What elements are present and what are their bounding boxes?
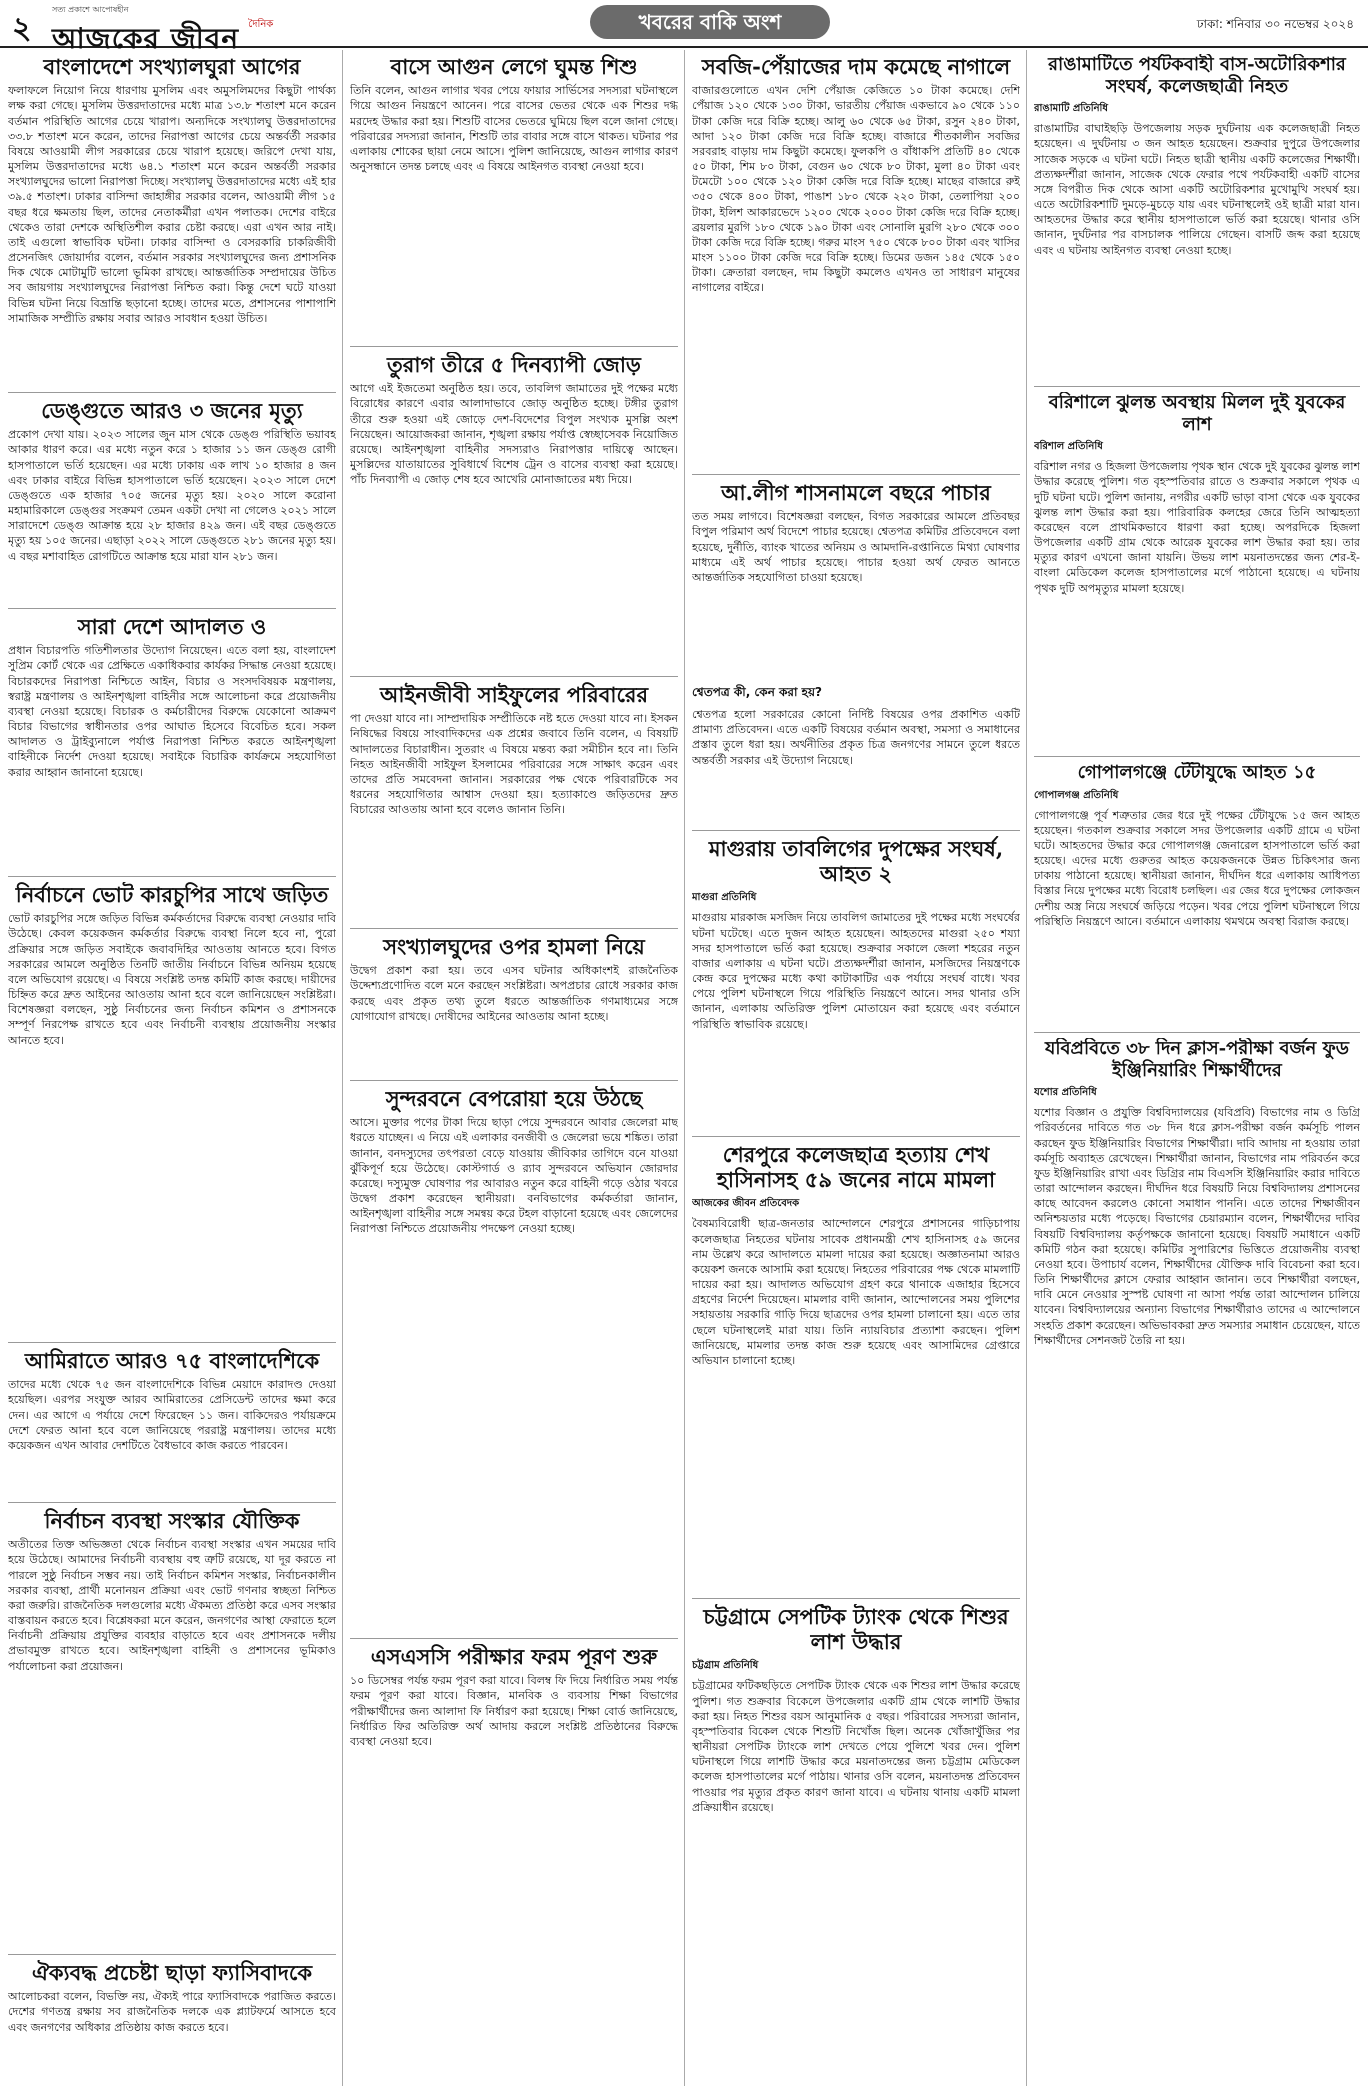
- headline: ঐক্যবদ্ধ প্রচেষ্টা ছাড়া ফ্যাসিবাদকে: [31, 1960, 313, 1985]
- article-body: ১০ ডিসেম্বর পর্যন্ত ফরম পূরণ করা যাবে। বিলম্ব ফি দিয়ে নির্ধারিত সময় পর্যন্ত ফরম পূরণ করা যাবে। বিজ্ঞান, মানবিক ও ব্যবসায় শিক্ষা বিভাগের পরীক্ষার্থীদের জন্য আলাদা ফি নির্ধারণ করা হয়েছে। শিক্ষা বোর্ড জানিয়েছে, নির্ধারিত ফির অতিরিক্ত অর্থ আদায় করলে সংশ্লিষ্ট প্রতিষ্ঠানের বিরুদ্ধে ব্যবস্থা নেওয়া হবে।: [350, 1674, 678, 1748]
- headline: এসএসসি পরীক্ষার ফরম পূরণ শুরু: [370, 1644, 658, 1669]
- masthead: [0, 0, 1368, 55]
- headline: ডেঙ্গুতে আরও ৩ জনের মৃত্যু: [41, 398, 303, 423]
- column-rule: [342, 50, 343, 2086]
- article-gopalganj-clash: [1034, 762, 1360, 1033]
- byline: মাগুরা প্রতিনিধি: [692, 892, 757, 904]
- article-barishal-bodies: [1034, 392, 1360, 757]
- headline: সারা দেশে আদালত ও: [77, 614, 267, 639]
- article-body: আসে। মুক্তার পণের টাকা দিয়ে ছাড়া পেয়ে সুন্দরবনে আবার জেলেরা মাছ ধরতে যাচ্ছেন। এ নিয়ে এই এলাকার বনজীবী ও জেলেরা ভয়ে শঙ্কিত। তারা জানান, বনদস্যুদের তৎপরতা বেড়ে যাওয়ায় জীবিকার তাগিদে বনে যাওয়া ঝুঁকিপূর্ণ হয়ে উঠেছে। কোস্টগার্ড ও র‍্যাব সুন্দরবনে অভিযান জোরদার করেছে। দস্যুমুক্ত ঘোষণার পর আবারও নতুন করে বাহিনী গড়ে ওঠার খবরে উদ্বেগ প্রকাশ করেছেন স্থানীয়রা। বনবিভাগের কর্মকর্তারা জানান, আইনশৃঙ্খলা বাহিনীর সঙ্গে সমন্বয় করে টহল বাড়ানো হয়েছে এবং জেলেদের নিরাপত্তা নিশ্চিতে প্রয়োজনীয় পদক্ষেপ নেওয়া হচ্ছে।: [350, 1116, 678, 1236]
- brand-tagline: সত্য প্রকাশে আপোষহীন: [52, 5, 129, 14]
- article-minorities: [8, 54, 336, 393]
- page-number: ২: [12, 11, 32, 46]
- article-ssc-form: [350, 1644, 678, 2086]
- column-rule: [684, 50, 685, 2086]
- headline: যবিপ্রবিতে ৩৮ দিন ক্লাস-পরীক্ষা বর্জন ফুড ইঞ্জিনিয়ারিং শিক্ষার্থীদের: [1045, 1038, 1349, 1081]
- section-label: খবরের বাকি অংশ: [590, 5, 830, 39]
- byline: আজকের জীবন প্রতিবেদক: [692, 1198, 800, 1210]
- article-minority-attacks: [350, 934, 678, 1081]
- article-vote-rigging: [8, 882, 336, 1343]
- article-body: পা দেওয়া যাবে না। সাম্প্রদায়িক সম্প্রীতিকে নষ্ট হতে দেওয়া যাবে না। ইসকন নিষিদ্ধের বিষয়ে সাংবাদিকদের এক প্রশ্নের জবাবে তিনি বলেন, এ বিষয়টি আদালতের বিচারাধীন। সুতরাং এ বিষয়ে মন্তব্য করা সমীচীন হবে না। তিনি নিহত আইনজীবী সাইফুল ইসলামের পরিবারের সঙ্গে সাক্ষাৎ করেন এবং তাদের প্রতি সমবেদনা জানান। সরকারের পক্ষ থেকে পরিবারটিকে সব ধরনের সহযোগিতার আশ্বাস দেওয়া হয়। হত্যাকাণ্ডে জড়িতদের দ্রুত বিচারের আওতায় আনা হবে বলেও জানান তিনি।: [350, 712, 678, 817]
- headline: চট্টগ্রামে সেপটিক ট্যাংক থেকে শিশুর লাশ উদ্ধার: [703, 1604, 1009, 1655]
- article-body: তিনি বলেন, আগুন লাগার খবর পেয়ে ফায়ার সার্ভিসের সদস্যরা ঘটনাস্থলে গিয়ে আগুন নিয়ন্ত্রণে আনেন। পরে বাসের ভেতর থেকে এক শিশুর দগ্ধ মরদেহ উদ্ধার করা হয়। শিশুটি বাসের ভেতরে ঘুমিয়ে ছিল বলে জানা গেছে। পরিবারের সদস্যরা জানান, শিশুটি তার বাবার সঙ্গে বাসে থাকত। ঘটনার পর এলাকায় শোকের ছায়া নেমে আসে। পুলিশ জানিয়েছে, আগুন লাগার কারণ অনুসন্ধানে তদন্ত চলছে এবং এ বিষয়ে আইনগত ব্যবস্থা নেওয়া হবে।: [350, 84, 678, 174]
- headline: বরিশালে ঝুলন্ত অবস্থায় মিলল দুই যুবকের লাশ: [1048, 392, 1346, 435]
- headline: নির্বাচন ব্যবস্থা সংস্কার যৌক্তিক: [44, 1508, 300, 1533]
- article-vegetable-prices: [692, 54, 1020, 475]
- article-body: রাঙামাটির বাঘাইছড়ি উপজেলায় সড়ক দুর্ঘটনায় এক কলেজছাত্রী নিহত হয়েছেন। এ দুর্ঘটনায় ৩ জন আহত হয়েছেন। শুক্রবার দুপুরে উপজেলার সাজেক সড়কে এ ঘটনা ঘটে। নিহত ছাত্রী স্থানীয় একটি কলেজের শিক্ষার্থী। প্রত্যক্ষদর্শীরা জানান, সাজেক থেকে ফেরার পথে পর্যটকবাহী একটি বাসের সঙ্গে বিপরীত দিক থেকে আসা একটি অটোরিকশার মুখোমুখি সংঘর্ষ হয়। এতে অটোরিকশাটি দুমড়ে-মুচড়ে যায় এবং ঘটনাস্থলেই ওই ছাত্রী মারা যান। আহতদের উদ্ধার করে স্থানীয় হাসপাতালে ভর্তি করা হয়েছে। থানার ওসি জানান, দুর্ঘটনার পর বাসচালক পালিয়ে গেছেন। বাসটি জব্দ করা হয়েছে এবং এ ঘটনায় আইনগত ব্যবস্থা নেওয়া হচ্ছে।: [1034, 122, 1360, 257]
- article-body: প্রধান বিচারপতি গতিশীলতার উদ্যোগ নিয়েছেন। এতে বলা হয়, বাংলাদেশ সুপ্রিম কোর্ট থেকে এর প্রেক্ষিতে একাধিকবার কার্যকর সিদ্ধান্ত নেওয়া হয়েছে। বিচারকদের নিরাপত্তা নিশ্চিতে আইন, বিচার ও সংসদবিষয়ক মন্ত্রণালয়, স্বরাষ্ট্র মন্ত্রণালয় ও আইনশৃঙ্খলা বাহিনীর সঙ্গে আলোচনা করে প্রয়োজনীয় ব্যবস্থা নেওয়া হয়েছে। বিচারক ও কর্মচারীদের বিরুদ্ধে যেকোনো আক্রমণ বিচার বিভাগের স্বাধীনতার ওপর আঘাত হিসেবে বিবেচিত হবে। সকল আদালত ও ট্রাইব্যুনালে পর্যাপ্ত নিরাপত্তা নিশ্চিত করতে আইনশৃঙ্খলা বাহিনীকে নির্দেশ দেওয়া হয়েছে। সবাইকে বিচারিক কার্যক্রমে সহযোগিতা করার আহ্বান জানানো হয়েছে।: [8, 644, 336, 779]
- headline: আমিরাতে আরও ৭৫ বাংলাদেশিকে: [24, 1348, 320, 1373]
- article-body: বৈষম্যবিরোধী ছাত্র-জনতার আন্দোলনে শেরপুরে প্রশাসনের গাড়িচাপায় কলেজছাত্র নিহতের ঘটনায় সাবেক প্রধানমন্ত্রী শেখ হাসিনাসহ ৫৯ জনের নাম উল্লেখ করে আদালতে মামলা দায়ের করা হয়েছে। অজ্ঞাতনামা আরও কয়েকশ জনকে আসামি করা হয়েছে। নিহতের পরিবারের পক্ষ থেকে মামলাটি দায়ের করা হয়। আদালত অভিযোগ গ্রহণ করে থানাকে এজাহার হিসেবে গ্রহণের নির্দেশ দিয়েছেন। মামলার বাদী জানান, আন্দোলনের সময় পুলিশের সহায়তায় সরকারি গাড়ি দিয়ে ছাত্রদের ওপর হামলা চালানো হয়। এতে তার ছেলে ঘটনাস্থলেই মারা যায়। তিনি ন্যায়বিচার প্রত্যাশা করছেন। পুলিশ জানিয়েছে, মামলার তদন্ত কাজ শুরু হয়েছে এবং আসামিদের গ্রেপ্তারে অভিযান চালানো হচ্ছে।: [692, 1217, 1020, 1367]
- article-courts: [8, 614, 336, 877]
- byline: যশোর প্রতিনিধি: [1034, 1087, 1097, 1099]
- headline: সুন্দরবনে বেপরোয়া হয়ে উঠছে: [385, 1086, 643, 1111]
- article-saiful-family: [350, 682, 678, 929]
- article-body: প্রকোপ দেখা যায়। ২০২৩ সালের জুন মাস থেকে ডেঙ্গু পরিস্থিতি ভয়াবহ আকার ধারণ করে। এর মধ্যে নতুন করে ১ হাজার ১১ জন ডেঙ্গু রোগী হাসপাতালে ভর্তি হয়েছেন। এর মধ্যে ঢাকায় এক লাখ ১০ হাজার ৪ জন এবং ঢাকার বাইরে বিভিন্ন হাসপাতালে ভর্তি হয়েছেন। ২০২৩ সালে দেশে ডেঙ্গুতে এক হাজার ৭০৫ জনের মৃত্যু হয়। ২০২০ সালে করোনা মহামারিকালে ডেঙ্গুর সংক্রমণ তেমন একটা দেখা না গেলেও ২০২১ সালে সারাদেশে ডেঙ্গু আক্রান্ত হয়ে ২৮ হাজার ৪২৯ জন। এই বছর ডেঙ্গুতে মৃত্যু হয় ১০৫ জনের। এছাড়া ২০২২ সালে ডেঙ্গুতে ২৮১ জনের মৃত্যু হয়। এ বছর মশাবাহিত রোগটিতে আক্রান্ত হয়ে মারা যান ২৮১ জন।: [8, 428, 336, 563]
- headline: শেরপুরে কলেজছাত্র হত্যায় শেখ হাসিনাসহ ৫৯ জনের নামে মামলা: [716, 1142, 996, 1193]
- byline: বরিশাল প্রতিনিধি: [1034, 441, 1103, 453]
- headline: মাগুরায় তাবলিগের দুপক্ষের সংঘর্ষ, আহত ২: [708, 836, 1004, 887]
- article-body: আগে এই ইজতেমা অনুষ্ঠিত হয়। তবে, তাবলিগ জামাতের দুই পক্ষের মধ্যে বিরোধের কারণে এবার আলাদাভাবে জোড় অনুষ্ঠিত হচ্ছে। টঙ্গীর তুরাগ তীরে শুরু হওয়া এই জোড়ে দেশ-বিদেশের বিপুল সংখ্যক মুসল্লি অংশ নিয়েছেন। আয়োজকরা জানান, শৃঙ্খলা রক্ষায় পর্যাপ্ত স্বেচ্ছাসেবক নিয়োজিত রয়েছে। আইনশৃঙ্খলা বাহিনীর সদস্যরাও নিরাপত্তার দায়িত্বে আছেন। মুসল্লিদের যাতায়াতের সুবিধার্থে বিশেষ ট্রেন ও বাসের ব্যবস্থা করা হয়েছে। পাঁচ দিনব্যাপী এ জোড় শেষ হবে আখেরি মোনাজাতের মধ্য দিয়ে।: [350, 382, 678, 487]
- article-body: মাগুরায় মারকাজ মসজিদ নিয়ে তাবলিগ জামাতের দুই পক্ষের মধ্যে সংঘর্ষের ঘটনা ঘটেছে। এতে দুজন আহত হয়েছেন। আহতদের মাগুরা ২৫০ শয্যা সদর হাসপাতালে ভর্তি করা হয়েছে। শুক্রবার সকালে জেলা শহরের নতুন বাজার এলাকায় এ ঘটনা ঘটে। প্রত্যক্ষদর্শীরা জানান, মসজিদের নিয়ন্ত্রণকে কেন্দ্র করে দুপক্ষের মধ্যে কথা কাটাকাটির এক পর্যায়ে সংঘর্ষ বাধে। খবর পেয়ে পুলিশ ঘটনাস্থলে গিয়ে পরিস্থিতি নিয়ন্ত্রণে আনে। সদর থানার ওসি জানান, এলাকায় অতিরিক্ত পুলিশ মোতায়েন করা হয়েছে এবং বর্তমানে পরিস্থিতি স্বাভাবিক রয়েছে।: [692, 911, 1020, 1031]
- byline: গোপালগঞ্জ প্রতিনিধি: [1034, 789, 1119, 801]
- article-body: বাজারগুলোতে এখন দেশি পেঁয়াজ কেজিতে ১০ টাকা কমেছে। দেশি পেঁয়াজ ১২০ থেকে ১৩০ টাকা, ভারতীয় পেঁয়াজ একভাবে ৯০ থেকে ১১০ টাকা কেজি দরে বিক্রি হচ্ছে। আলু ৬০ থেকে ৬৫ টাকা, রসুন ২৪০ টাকা, আদা ১২০ টাকা কেজি দরে বিক্রি হচ্ছে। বাজারে শীতকালীন সবজির সরবরাহ বাড়ায় দাম কিছুটা কমেছে। ফুলকপি ও বাঁধাকপি প্রতিটি ৪০ থেকে ৫০ টাকা, শিম ৮০ টাকা, বেগুন ৬০ থেকে ৮০ টাকা, মুলা ৪০ টাকা এবং টমেটো ১০০ থেকে ১২০ টাকা কেজি দরে বিক্রি হচ্ছে। মাছের বাজারে রুই ৩৫০ থেকে ৪০০ টাকা, পাঙাশ ১৮০ থেকে ২২০ টাকা, তেলাপিয়া ২০০ টাকা, ইলিশ আকারভেদে ১২০০ থেকে ২০০০ টাকা কেজি দরে বিক্রি হচ্ছে। ব্রয়লার মুরগি ১৮০ থেকে ১৯০ টাকা এবং সোনালি মুরগি ২৮০ থেকে ৩০০ টাকা কেজি দরে বিক্রি হচ্ছে। গরুর মাংস ৭৫০ থেকে ৮০০ টাকা এবং খাসির মাংস ১১০০ টাকা কেজি দরে বিক্রি হচ্ছে। ডিমের ডজন ১৪৫ থেকে ১৫০ টাকা। ক্রেতারা বলছেন, দাম কিছুটা কমলেও এখনও তা সাধারণ মানুষের নাগালের বাইরে।: [692, 84, 1020, 295]
- article-body: বরিশাল নগর ও হিজলা উপজেলায় পৃথক স্থান থেকে দুই যুবকের ঝুলন্ত লাশ উদ্ধার করেছে পুলিশ। গত বৃহস্পতিবার রাতে ও শুক্রবার সকালে পৃথক এ দুটি ঘটনা ঘটে। পুলিশ জানায়, নগরীর একটি ভাড়া বাসা থেকে এক যুবকের ঝুলন্ত লাশ উদ্ধার করা হয়। পারিবারিক কলহের জেরে তিনি আত্মহত্যা করেছেন বলে প্রাথমিকভাবে ধারণা করা হচ্ছে। অপরদিকে হিজলা উপজেলার একটি গ্রাম থেকে আরেক যুবকের লাশ উদ্ধার করা হয়। তার মৃত্যুর কারণ এখনো জানা যায়নি। উভয় লাশ ময়নাতদন্তের জন্য শের-ই-বাংলা মেডিকেল কলেজ হাসপাতালের মর্গে পাঠানো হয়েছে। এ ঘটনায় পৃথক দুটি অপমৃত্যুর মামলা হয়েছে।: [1034, 460, 1360, 595]
- article-money-laundering: [692, 480, 1020, 680]
- brand-name: আজকের জীবন: [52, 22, 240, 55]
- article-body: ভোট কারচুপির সঙ্গে জড়িত বিভিন্ন কর্মকর্তাদের বিরুদ্ধে ব্যবস্থা নেওয়ার দাবি উঠেছে। কেবল কয়েকজন কর্মকর্তার বিরুদ্ধে ব্যবস্থা নিলে হবে না, পুরো প্রক্রিয়ার সঙ্গে জড়িত সবাইকে জবাবদিহির আওতায় আনতে হবে। বিগত সরকারের আমলে অনুষ্ঠিত তিনটি জাতীয় নির্বাচনে বিভিন্ন অনিয়ম হয়েছে বলে অভিযোগ রয়েছে। এ বিষয়ে সংশ্লিষ্ট তদন্ত কমিটি কাজ করছে। দায়ীদের চিহ্নিত করে দ্রুত আইনের আওতায় আনা হবে বলে জানিয়েছেন সংশ্লিষ্টরা। বিশেষজ্ঞরা বলছেন, সুষ্ঠু নির্বাচনের জন্য নির্বাচন কমিশন ও প্রশাসনকে সম্পূর্ণ নিরপেক্ষ রাখতে হবে এবং নির্বাচনী ব্যবস্থায় প্রয়োজনীয় সংস্কার আনতে হবে।: [8, 912, 336, 1047]
- article-dengue: [8, 398, 336, 609]
- subheading: শ্বেতপত্র কী, কেন করা হয়?: [692, 685, 823, 699]
- article-ctg-septic-tank: [692, 1604, 1020, 2086]
- article-body: চট্টগ্রামের ফটিকছড়িতে সেপটিক ট্যাংক থেকে এক শিশুর লাশ উদ্ধার করেছে পুলিশ। গত শুক্রবার বিকেলে উপজেলার একটি গ্রাম থেকে লাশটি উদ্ধার করা হয়। নিহত শিশুর বয়স আনুমানিক ৫ বছর। পরিবারের সদস্যরা জানান, বৃহস্পতিবার বিকেল থেকে শিশুটি নিখোঁজ ছিল। অনেক খোঁজাখুঁজির পর স্থানীয়রা সেপটিক ট্যাংকে লাশ দেখতে পেয়ে পুলিশে খবর দেন। পুলিশ ঘটনাস্থলে গিয়ে লাশটি উদ্ধার করে ময়নাতদন্তের জন্য চট্টগ্রাম মেডিকেল কলেজ হাসপাতালের মর্গে পাঠায়। থানার ওসি বলেন, ময়নাতদন্ত প্রতিবেদন পাওয়ার পর মৃত্যুর প্রকৃত কারণ জানা যাবে। এ ঘটনায় থানায় একটি মামলা প্রক্রিয়াধীন রয়েছে।: [692, 1679, 1020, 1814]
- headline: নির্বাচনে ভোট কারচুপির সাথে জড়িত: [15, 882, 329, 907]
- byline: রাঙামাটি প্রতিনিধি: [1034, 103, 1109, 115]
- article-just-boycott: [1034, 1038, 1360, 2086]
- article-sherpur-case: [692, 1142, 1020, 1599]
- article-body: অতীতের তিক্ত অভিজ্ঞতা থেকে নির্বাচন ব্যবস্থা সংস্কার এখন সময়ের দাবি হয়ে উঠেছে। আমাদের নির্বাচনী ব্যবস্থায় বহু ত্রুটি রয়েছে, যা দূর করতে না পারলে সুষ্ঠু নির্বাচন সম্ভব নয়। তাই নির্বাচন কমিশন সংস্কার, নির্বাচনকালীন সরকার ব্যবস্থা, প্রার্থী মনোনয়ন প্রক্রিয়া এবং ভোট গণনার স্বচ্ছতা নিশ্চিত করা জরুরি। রাজনৈতিক দলগুলোর মধ্যে ঐকমত্য প্রতিষ্ঠা করে এসব সংস্কার বাস্তবায়ন করতে হবে। বিশ্লেষকরা মনে করেন, জনগণের আস্থা ফেরাতে হলে নির্বাচনী প্রক্রিয়ায় প্রযুক্তির ব্যবহার বাড়াতে হবে এবং প্রশাসনকে দলীয় প্রভাবমুক্ত রাখতে হবে। আইনশৃঙ্খলা বাহিনী ও প্রশাসনের ভূমিকাও পর্যালোচনা করা প্রয়োজন।: [8, 1538, 336, 1673]
- article-uae: [8, 1348, 336, 1503]
- headline: তুরাগ তীরে ৫ দিনব্যাপী জোড়: [387, 352, 641, 377]
- article-body: উদ্বেগ প্রকাশ করা হয়। তবে এসব ঘটনার অধিকাংশই রাজনৈতিক উদ্দেশ্যপ্রণোদিত বলে মনে করছেন সংশ্লিষ্টরা। অপপ্রচার রোধে সরকার কাজ করছে এবং প্রকৃত তথ্য তুলে ধরতে আন্তর্জাতিক গণমাধ্যমের সঙ্গে যোগাযোগ রাখছে। দোষীদের আইনের আওতায় আনা হচ্ছে।: [350, 964, 678, 1023]
- article-body: আলোচকরা বলেন, বিভক্তি নয়, ঐক্যই পারে ফ্যাসিবাদকে পরাজিত করতে। দেশের গণতন্ত্র রক্ষায় সব রাজনৈতিক দলকে এক প্ল্যাটফর্মে আসতে হবে এবং জনগণের অধিকার প্রতিষ্ঠায় কাজ করতে হবে।: [8, 1990, 336, 2034]
- headline: সংখ্যালঘুদের ওপর হামলা নিয়ে: [383, 934, 645, 959]
- headline: বাংলাদেশে সংখ্যালঘুরা আগের: [43, 54, 301, 79]
- article-body: ফলাফলে নিয়োগ নিয়ে ধারণায় মুসলিম এবং অমুসলিমদের কিছুটা পার্থক্য লক্ষ করা গেছে। মুসলিম উত্তরদাতাদের মধ্যে মাত্র ১৩.৮ শতাংশ মনে করেন বর্তমান পরিস্থিতি আগের চেয়ে খারাপ। অন্যদিকে সংখ্যালঘু উত্তরদাতাদের ৩৩.৮ শতাংশ মনে করেন, তাদের নিরাপত্তা আগের চেয়ে অন্তর্বর্তী সরকার বিষয়ে আওয়ামী লীগ সরকারের চেয়ে খারাপ হয়েছে। জরিপে দেখা যায়, মুসলিম উত্তরদাতাদের মধ্যে ৬৪.১ শতাংশ মনে করেন অন্তর্বর্তী সরকার সংখ্যালঘুদের ভালো নিরাপত্তা দিচ্ছে। সংখ্যালঘু উত্তরদাতাদের মধ্যে এই হার ৩৯.৫ শতাংশ। ঢাকার বাসিন্দা জাহাঙ্গীর সরকার বলেন, আওয়ামী লীগ ১৫ বছর ধরে ক্ষমতায় ছিল, তাদের নেতাকর্মীরা এখন পলাতক। দেশের বাইরে থেকেও তারা দেশকে অস্থিতিশীল করার চেষ্টা করছে। এরা এখন আর নাই। তাই এগুলো স্বাভাবিক ঘটনা। ঢাকার বাসিন্দা ও বেসরকারি চাকরিজীবী প্রসেনজিৎ জোয়ার্দার বলেন, বর্তমান সরকার সংখ্যালঘুদের জন্য প্রশাসনিক দিক থেকে মোটামুটি ভালো ভূমিকা রাখছে। আন্তর্জাতিক সম্প্রদায়ের উচিত সব জায়গায় সংখ্যালঘুদের নিরাপত্তা নিশ্চিত করা। কিন্তু দেশে ঘটে যাওয়া বিভিন্ন ঘটনা নিয়ে বিভ্রান্তি ছড়ানো হচ্ছে। তাদের মতে, প্রশাসনের পাশাপাশি সামাজিক সম্প্রীতি রক্ষায় সবার আরও সাবধান হওয়া উচিত।: [8, 84, 336, 325]
- headline: আইনজীবী সাইফুলের পরিবারের: [379, 682, 649, 707]
- article-bus-fire: [350, 54, 678, 347]
- article-rangamati-accident: [1034, 54, 1360, 387]
- article-sundarbans: [350, 1086, 678, 1639]
- article-fascism: [8, 1960, 336, 2086]
- article-white-paper-box: [692, 684, 1020, 831]
- brand-daily: দৈনিক: [248, 19, 274, 30]
- headline: রাঙামাটিতে পর্যটকবাহী বাস-অটোরিকশার সংঘর্ষ, কলেজছাত্রী নিহত: [1048, 54, 1346, 97]
- headline: বাসে আগুন লেগে ঘুমন্ত শিশু: [390, 54, 638, 79]
- article-body: গোপালগঞ্জে পূর্ব শত্রুতার জের ধরে দুই পক্ষের টেঁটাযুদ্ধে ১৫ জন আহত হয়েছেন। গতকাল শুক্রবার সকালে সদর উপজেলার একটি গ্রামে এ ঘটনা ঘটে। আহতদের উদ্ধার করে গোপালগঞ্জ জেনারেল হাসপাতালে ভর্তি করা হয়েছে। এদের মধ্যে গুরুতর আহত কয়েকজনকে উন্নত চিকিৎসার জন্য ঢাকায় পাঠানো হয়েছে। স্থানীয়রা জানান, দীর্ঘদিন ধরে এলাকায় আধিপত্য বিস্তার নিয়ে দুপক্ষের মধ্যে বিরোধ চলছিল। এর জের ধরে দুপক্ষের লোকজন দেশীয় অস্ত্র নিয়ে সংঘর্ষে জড়িয়ে পড়েন। খবর পেয়ে পুলিশ ঘটনাস্থলে গিয়ে পরিস্থিতি নিয়ন্ত্রণে আনে। বর্তমানে এলাকায় থমথমে অবস্থা বিরাজ করছে।: [1034, 808, 1360, 928]
- article-turag-jor: [350, 352, 678, 677]
- article-magura-clash: [692, 836, 1020, 1137]
- headline: সবজি-পেঁয়াজের দাম কমেছে নাগালে: [701, 54, 1011, 79]
- headline: গোপালগঞ্জে টেঁটাযুদ্ধে আহত ১৫: [1077, 762, 1317, 783]
- column-rule: [1026, 50, 1027, 2086]
- dateline: ঢাকা: শনিবার ৩০ নভেম্বর ২০২৪: [1196, 17, 1354, 31]
- article-body: শ্বেতপত্র হলো সরকারের কোনো নির্দিষ্ট বিষয়ের ওপর প্রকাশিত একটি প্রামাণ্য প্রতিবেদন। এতে একটি বিষয়ের বর্তমান অবস্থা, সমস্যা ও সমাধানের প্রস্তাব তুলে ধরা হয়। অর্থনীতির প্রকৃত চিত্র জনগণের সামনে তুলে ধরতে অন্তর্বর্তী সরকার এই উদ্যোগ নিয়েছে।: [692, 708, 1020, 767]
- byline: চট্টগ্রাম প্রতিনিধি: [692, 1660, 759, 1672]
- article-body: তত সময় লাগবে। বিশেষজ্ঞরা বলছেন, বিগত সরকারের আমলে প্রতিবছর বিপুল পরিমাণ অর্থ বিদেশে পাচার হয়েছে। শ্বেতপত্র কমিটির প্রতিবেদনে বলা হয়েছে, দুর্নীতি, ব্যাংক খাতের অনিয়ম ও আমদানি-রপ্তানিতে মিথ্যা ঘোষণার মাধ্যমে এই অর্থ পাচার হয়েছে। পাচার হওয়া অর্থ ফেরত আনতে আন্তর্জাতিক সহযোগিতা চাওয়া হয়েছে।: [692, 510, 1020, 584]
- headline: আ.লীগ শাসনামলে বছরে পাচার: [721, 480, 991, 505]
- article-body: তাদের মধ্যে থেকে ৭৫ জন বাংলাদেশিকে বিভিন্ন মেয়াদে কারাদণ্ড দেওয়া হয়েছিল। এরপর সংযুক্ত আরব আমিরাতের প্রেসিডেন্ট তাদের ক্ষমা করে দেন। এর আগে এ পর্যায়ে দেশে ফিরেছেন ১১ জন। বাকিদেরও পর্যায়ক্রমে দেশে ফেরত আনা হবে বলে জানিয়েছে পররাষ্ট্র মন্ত্রণালয়। তাদের মধ্যে কয়েকজন এখন আবার দেশটিতে বৈধভাবে কাজ করতে পারবেন।: [8, 1378, 336, 1452]
- article-body: যশোর বিজ্ঞান ও প্রযুক্তি বিশ্ববিদ্যালয়ের (যবিপ্রবি) বিভাগের নাম ও ডিগ্রি পরিবর্তনের দাবিতে গত ৩৮ দিন ধরে ক্লাস-পরীক্ষা বর্জন কর্মসূচি পালন করছেন ফুড ইঞ্জিনিয়ারিং বিভাগের শিক্ষার্থীরা। দাবি আদায় না হওয়ায় তারা কর্মসূচি অব্যাহত রেখেছেন। শিক্ষার্থীরা জানান, বিভাগের নাম পরিবর্তন করে ফুড ইঞ্জিনিয়ারিং রাখা এবং ডিগ্রির নাম বিএসসি ইঞ্জিনিয়ারিং করার দাবিতে তারা আন্দোলন করছেন। দীর্ঘদিন ধরে বিষয়টি নিয়ে বিশ্ববিদ্যালয় প্রশাসনের কাছে আবেদন করলেও কোনো সমাধান পাননি। এতে তাদের শিক্ষাজীবন অনিশ্চয়তার মধ্যে পড়েছে। বিভাগের চেয়ারম্যান বলেন, শিক্ষার্থীদের দাবির বিষয়টি বিশ্ববিদ্যালয় কর্তৃপক্ষকে জানানো হয়েছে। বিষয়টি সমাধানে একটি কমিটি গঠন করা হয়েছে। কমিটির সুপারিশের ভিত্তিতে প্রয়োজনীয় ব্যবস্থা নেওয়া হবে। উপাচার্য বলেন, শিক্ষার্থীদের যৌক্তিক দাবি বিবেচনা করা হবে। তিনি শিক্ষার্থীদের ক্লাসে ফেরার আহ্বান জানান। তবে শিক্ষার্থীরা বলছেন, দাবি মেনে নেওয়ার সুস্পষ্ট ঘোষণা না আসা পর্যন্ত তারা আন্দোলন চালিয়ে যাবেন। বিশ্ববিদ্যালয়ের অন্যান্য বিভাগের শিক্ষার্থীরাও তাদের এ আন্দোলনে সংহতি প্রকাশ করেছেন। অভিভাবকরা দ্রুত সমস্যার সমাধান চেয়েছেন, যাতে শিক্ষার্থীদের সেশনজট তৈরি না হয়।: [1034, 1106, 1360, 1347]
- article-election-reform: [8, 1508, 336, 1955]
